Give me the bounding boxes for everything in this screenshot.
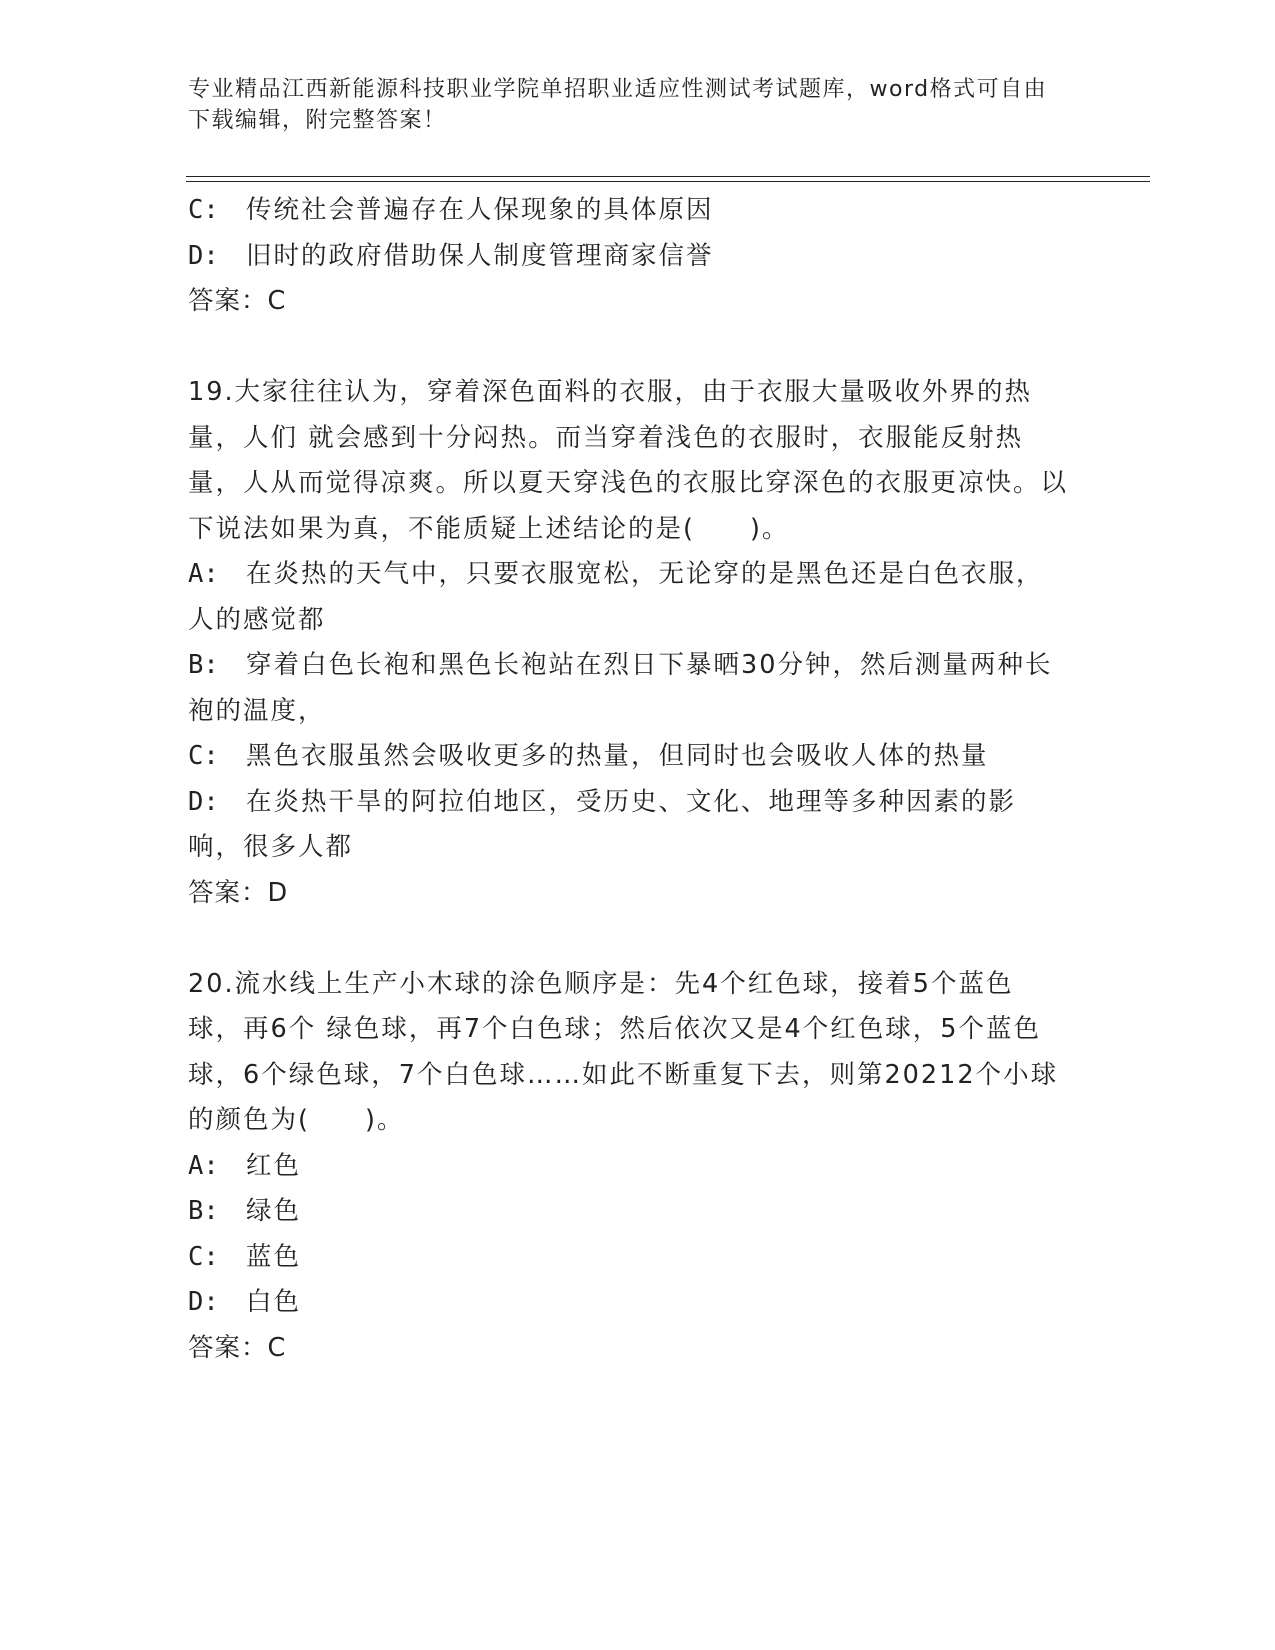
option-c bbox=[188, 1235, 1068, 1281]
header-rule-bottom bbox=[186, 181, 1150, 182]
option-letter: C: bbox=[188, 195, 219, 225]
document-body bbox=[188, 188, 1068, 1371]
option-text: 白色 bbox=[246, 1287, 302, 1317]
option-text: 红色 bbox=[246, 1150, 302, 1181]
question-20 bbox=[188, 962, 1068, 1372]
option-a bbox=[188, 1144, 1068, 1190]
answer: 答案：D bbox=[188, 877, 289, 908]
spacer bbox=[188, 916, 1068, 962]
prev-option-c bbox=[188, 188, 1068, 234]
option-letter: A: bbox=[188, 1150, 219, 1181]
option-text: 绿色 bbox=[246, 1196, 302, 1226]
prev-option-d bbox=[188, 234, 1068, 280]
header-rule-top bbox=[186, 176, 1150, 177]
option-letter: B: bbox=[188, 650, 219, 680]
option-text: 穿着白色长袍和黑色长袍站在烈日下暴晒30分钟，然后测量两种长袍的温度， bbox=[188, 650, 1053, 726]
option-text: 蓝色 bbox=[246, 1241, 302, 1272]
option-letter: A: bbox=[188, 559, 219, 589]
answer: 答案：C bbox=[188, 1332, 287, 1363]
option-text: 在炎热的天气中，只要衣服宽松，无论穿的是黑色还是白色衣服，人的感觉都 bbox=[188, 559, 1044, 635]
option-b bbox=[188, 1189, 1068, 1235]
option-text: 传统社会普遍存在人保现象的具体原因 bbox=[246, 195, 714, 225]
option-text: 在炎热干旱的阿拉伯地区，受历史、文化、地理等多种因素的影响，很多人都 bbox=[188, 786, 1017, 862]
option-d bbox=[188, 1280, 1068, 1326]
question-stem: 20.流水线上生产小木球的涂色顺序是：先4个红色球，接着5个蓝色球，再6个 绿色球，再7个白色球；然后依次又是4个红色球，5个蓝色球，6个绿色球，7个白色球……如此不断重复下去，则第20212个小球的颜色为( )。 bbox=[188, 968, 1059, 1135]
option-b bbox=[188, 643, 1068, 734]
question-stem: 19.大家往往认为，穿着深色面料的衣服，由于衣服大量吸收外界的热量，人们 就会感到十分闷热。而当穿着浅色的衣服时，衣服能反射热量，人从而觉得凉爽。所以夏天穿浅色的衣服比穿深色的衣服更凉快。以下说法如果为真，不能质疑上述结论的是( )。 bbox=[188, 377, 1069, 544]
option-d bbox=[188, 780, 1068, 871]
option-letter: C: bbox=[188, 1241, 219, 1272]
question-19 bbox=[188, 370, 1068, 916]
page-header bbox=[188, 74, 1068, 136]
option-a bbox=[188, 552, 1068, 643]
option-letter: D: bbox=[188, 1287, 219, 1317]
option-letter: D: bbox=[188, 786, 219, 817]
option-c bbox=[188, 734, 1068, 780]
option-letter: C: bbox=[188, 741, 219, 771]
header-text: 专业精品江西新能源科技职业学院单招职业适应性测试考试题库，word格式可自由下载编辑，附完整答案！ bbox=[188, 77, 1048, 133]
option-text: 黑色衣服虽然会吸收更多的热量，但同时也会吸收人体的热量 bbox=[246, 741, 989, 771]
option-letter: B: bbox=[188, 1196, 219, 1226]
option-letter: D: bbox=[188, 240, 219, 271]
prev-answer: 答案：C bbox=[188, 286, 287, 316]
spacer bbox=[188, 325, 1068, 371]
option-text: 旧时的政府借助保人制度管理商家信誉 bbox=[246, 240, 714, 271]
